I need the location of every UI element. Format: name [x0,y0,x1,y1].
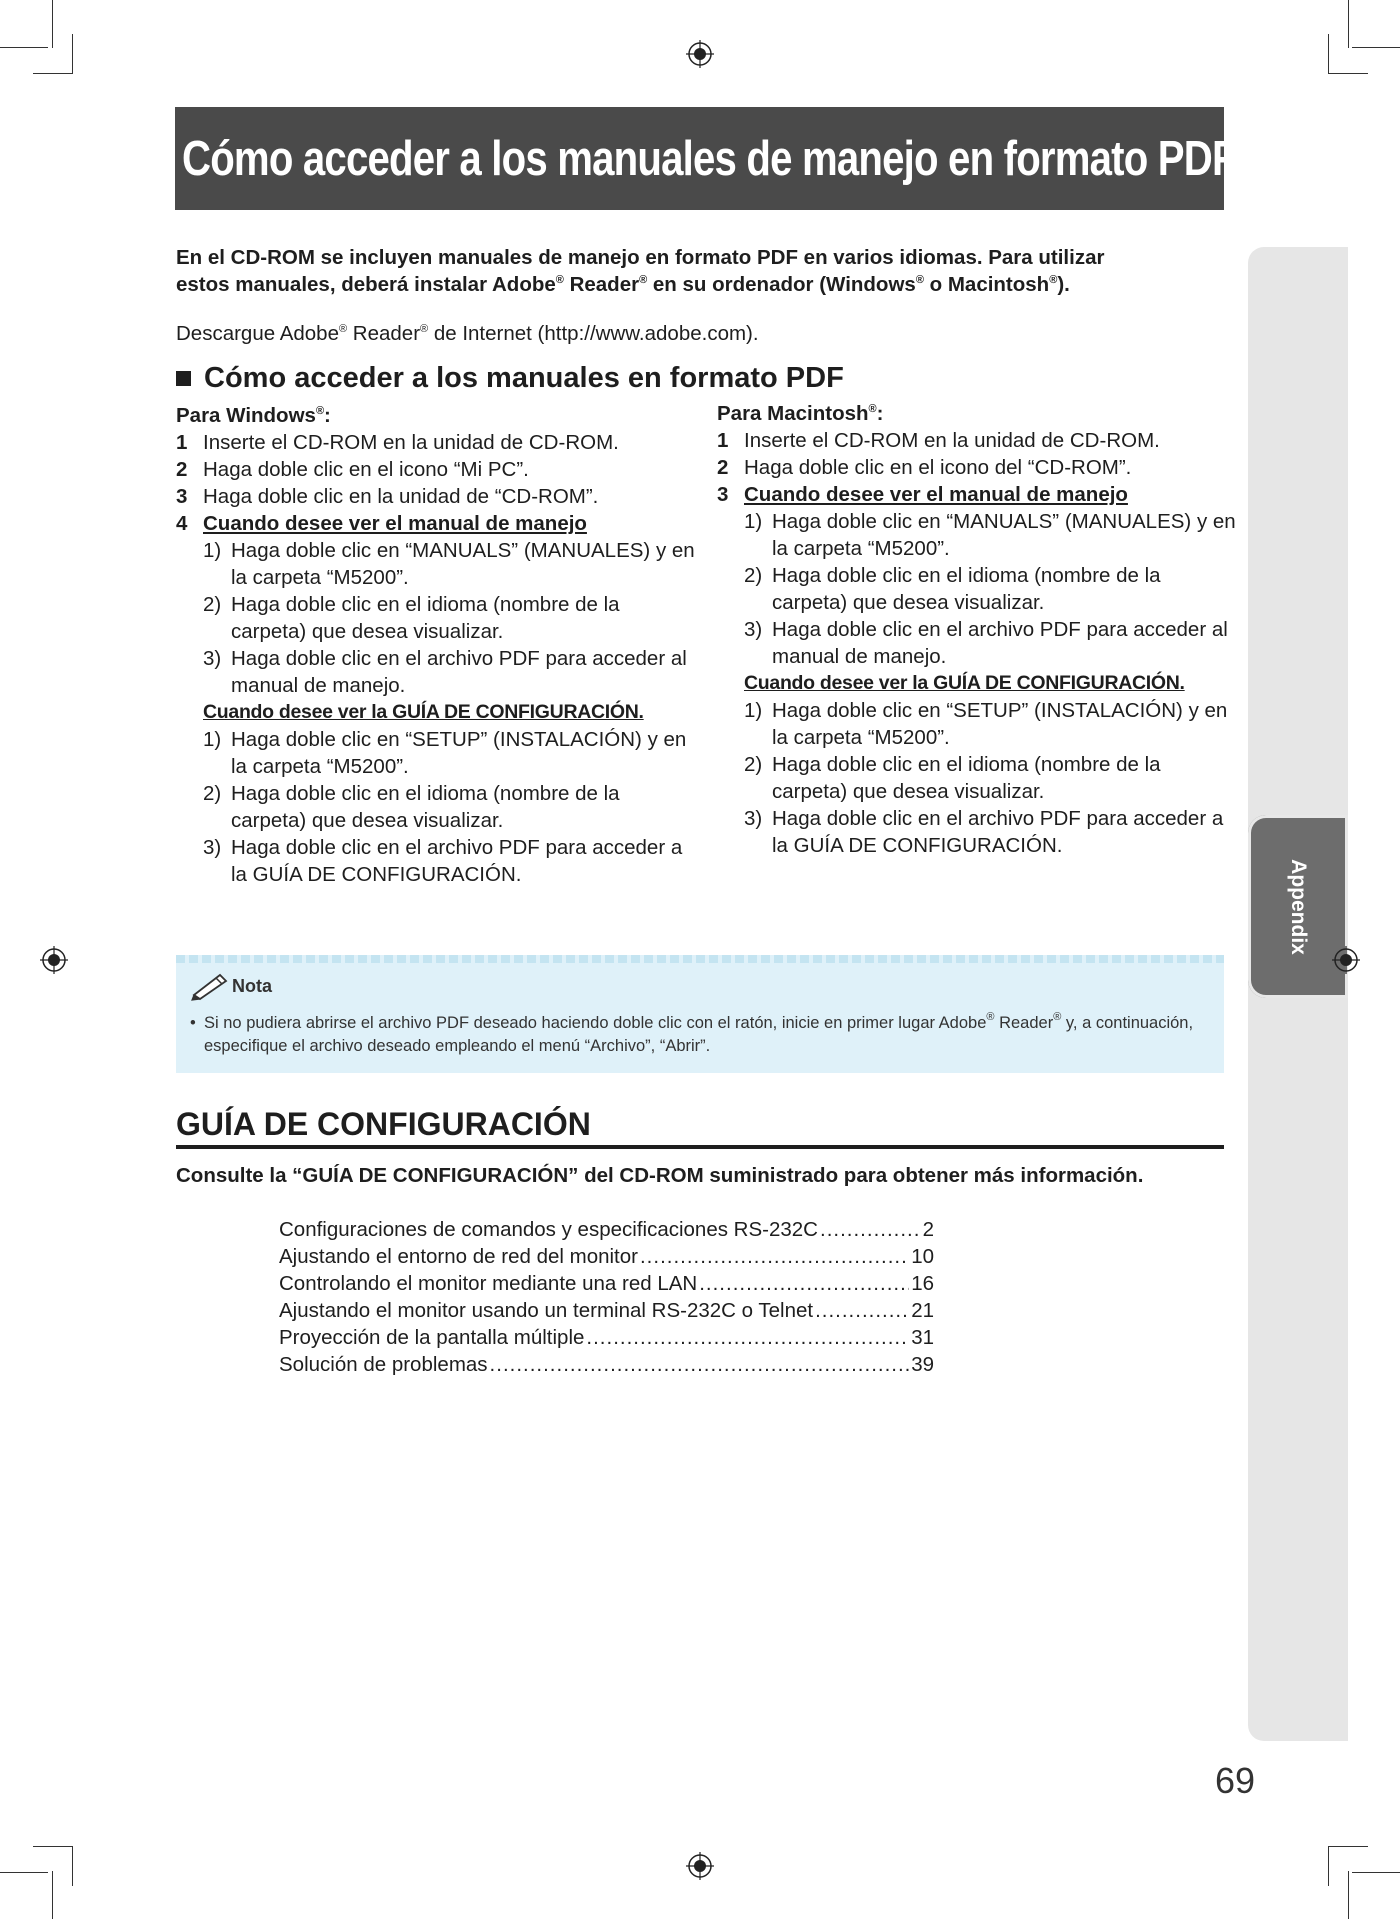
list-item: 1) Haga doble clic en “SETUP” (INSTALACIÓN) y en la carpeta “M5200”. [203,728,687,778]
crop-mark [0,47,48,48]
page-title: Cómo acceder a los manuales de manejo en formato PDF [182,131,1236,186]
crop-mark [52,1871,53,1919]
note-text: • Si no pudiera abrirse el archivo PDF deseado haciendo doble clic con el ratón, inicie en primer lugar Adobe® Reader® y, a continuación, especifique el archivo deseado empleando el menú “Archivo”, “Abrir”. [190,1011,1194,1055]
note-label: Nota [190,971,272,1001]
download-text: Descargue Adobe® Reader® de Internet (http://www.adobe.com). [176,322,759,345]
guide-subtitle: Consulte la “GUÍA DE CONFIGURACIÓN” del CD-ROM suministrado para obtener más información. [176,1164,1144,1187]
list-item: 3) Haga doble clic en el archivo PDF para acceder al manual de manejo. [203,647,687,697]
intro-line-2: estos manuales, deberá instalar Adobe® Reader® en su ordenador (Windows® o Macintosh®). [176,273,1070,296]
toc-row: Ajustando el entorno de red del monitor ..... 10 [279,1243,934,1270]
toc-row: Controlando el monitor mediante una red LAN ..... 16 [279,1270,934,1297]
guide-heading: GUÍA DE CONFIGURACIÓN [176,1106,591,1142]
toc-row: Solución de problemas ..... 39 [279,1351,934,1378]
title-banner [175,107,1236,210]
registration-mark-icon [1332,946,1360,974]
list-item: 3 Cuando desee ver el manual de manejo [717,483,1128,506]
note-box [176,955,1224,1073]
toc-row: Ajustando el monitor usando un terminal RS-232C o Telnet ..... 21 [279,1297,934,1324]
crop-mark [52,0,53,48]
list-item: 3 Haga doble clic en la unidad de “CD-ROM”. [176,485,599,508]
list-item: 2) Haga doble clic en el idioma (nombre de la carpeta) que desea visualizar. [203,782,620,832]
crop-mark [1328,1846,1368,1847]
crop-mark [72,34,73,74]
list-item: 1) Haga doble clic en “MANUALS” (MANUALES) y en la carpeta “M5200”. [203,539,695,589]
config-guide-heading: Cuando desee ver la GUÍA DE CONFIGURACIÓN. [744,672,1185,694]
list-item: 3) Haga doble clic en el archivo PDF para acceder al manual de manejo. [744,618,1228,668]
table-of-contents [279,1216,934,1378]
crop-mark [1328,73,1368,74]
appendix-tab-label: Appendix [1287,858,1310,955]
crop-mark [0,1872,48,1873]
square-bullet-icon [176,371,191,386]
section-heading: Cómo acceder a los manuales en formato PDF [176,362,844,395]
config-guide-heading: Cuando desee ver la GUÍA DE CONFIGURACIÓN. [203,701,644,723]
mac-instructions [717,400,1237,859]
pencil-icon [190,971,230,1001]
intro-paragraph [176,244,1236,298]
list-item: 2) Haga doble clic en el idioma (nombre de la carpeta) que desea visualizar. [744,753,1161,803]
crop-mark [72,1846,73,1886]
heading-rule [176,1145,1224,1149]
list-item: 2) Haga doble clic en el idioma (nombre de la carpeta) que desea visualizar. [744,564,1161,614]
windows-title: Para Windows®: [176,404,331,427]
list-item: 1) Haga doble clic en “SETUP” (INSTALACIÓN) y en la carpeta “M5200”. [744,699,1228,749]
list-item: 1 Inserte el CD-ROM en la unidad de CD-ROM. [176,431,619,454]
list-item: 1) Haga doble clic en “MANUALS” (MANUALES) y en la carpeta “M5200”. [744,510,1236,560]
crop-mark [1328,34,1329,74]
registration-mark-icon [686,40,714,68]
page-number: 69 [1215,1760,1256,1801]
note-dashed-border [176,955,1224,963]
mac-title: Para Macintosh®: [717,402,884,425]
registration-mark-icon [40,946,68,974]
crop-mark [1348,1871,1349,1919]
list-item: 3) Haga doble clic en el archivo PDF para acceder a la GUÍA DE CONFIGURACIÓN. [203,836,683,886]
crop-mark [1352,1872,1400,1873]
list-item: 2) Haga doble clic en el idioma (nombre de la carpeta) que desea visualizar. [203,593,620,643]
list-item: 4 Cuando desee ver el manual de manejo [176,512,587,535]
windows-instructions [176,402,696,888]
crop-mark [33,73,73,74]
toc-row: Proyección de la pantalla múltiple ..... 31 [279,1324,934,1351]
toc-row: Configuraciones de comandos y especificaciones RS-232C ..... 2 [279,1216,934,1243]
crop-mark [1352,47,1400,48]
crop-mark [1328,1846,1329,1886]
list-item: 3) Haga doble clic en el archivo PDF para acceder a la GUÍA DE CONFIGURACIÓN. [744,807,1224,857]
crop-mark [33,1846,73,1847]
crop-mark [1348,0,1349,48]
registration-mark-icon [686,1852,714,1880]
list-item: 1 Inserte el CD-ROM en la unidad de CD-ROM. [717,429,1160,452]
intro-line-1: En el CD-ROM se incluyen manuales de manejo en formato PDF en varios idiomas. Para utilizar [176,246,1105,269]
list-item: 2 Haga doble clic en el icono “Mi PC”. [176,458,529,481]
list-item: 2 Haga doble clic en el icono del “CD-ROM”. [717,456,1132,479]
